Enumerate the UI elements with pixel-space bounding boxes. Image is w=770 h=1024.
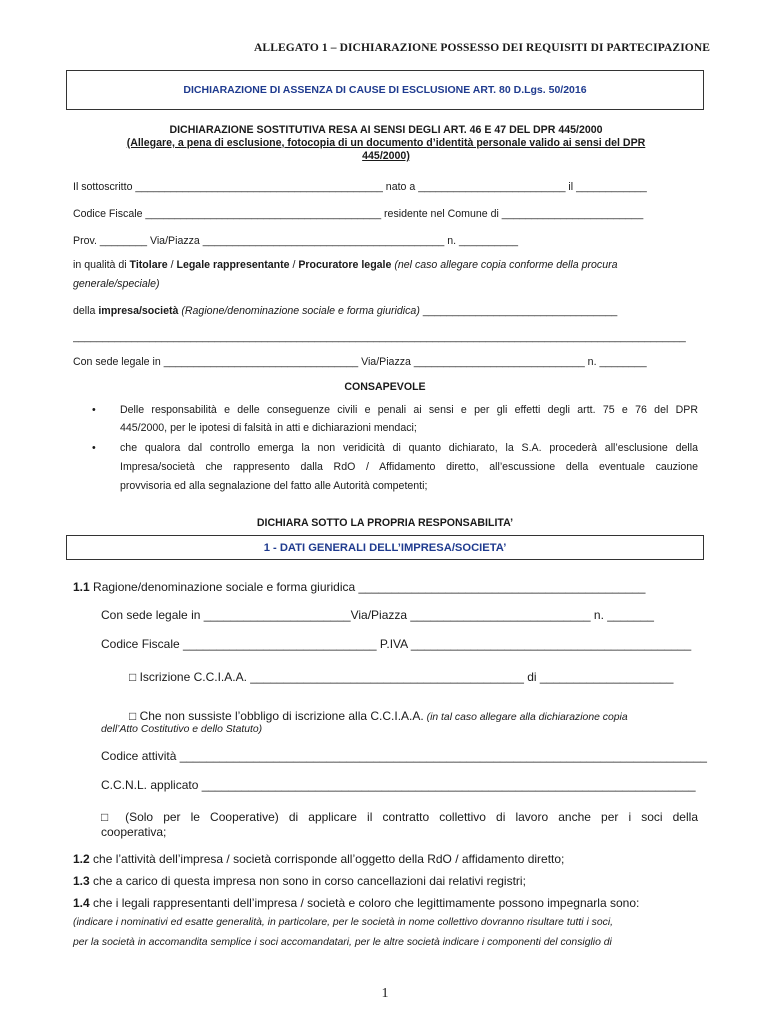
obbligo-checkbox-text[interactable]: □ Che non sussiste l’obbligo di iscrizione alla C.C.I.A.A. <box>129 709 424 723</box>
impresa-prefix: della <box>73 305 99 317</box>
impresa-line[interactable] <box>73 305 617 317</box>
bullet-1-line2: 445/2000, per le ipotesi di falsità in atti e dichiarazioni mendaci; <box>120 422 417 434</box>
s1-sede-line[interactable]: Con sede legale in ______________________Via/Piazza ___________________________ n. _______ <box>101 608 654 622</box>
codice-attivita-line[interactable]: Codice attività _______________________________________________________________________________ <box>101 749 707 763</box>
qualita-note-2: generale/speciale) <box>73 278 160 290</box>
bullet-1-dot: • <box>92 404 96 416</box>
role-sep-1: / <box>167 259 177 271</box>
bullet-1-line1: Delle responsabilità e delle conseguenze civili e penali ai sensi e per gli effetti degli artt. 75 e 76 del DPR <box>120 404 698 416</box>
role-titolare[interactable]: Titolare <box>129 259 168 271</box>
bullet-2-line3: provvisoria ed alla segnalazione del fatto alle Autorità competenti; <box>120 480 428 492</box>
impresa-note: (Ragione/denominazione sociale e forma giuridica) <box>178 305 423 317</box>
declaration-note-line2: 445/2000) <box>362 150 410 162</box>
item-1-3 <box>73 874 526 888</box>
item-1-1-text[interactable]: Ragione/denominazione sociale e forma giuridica ___________________________________________ <box>89 580 646 594</box>
page-number: 1 <box>381 986 389 1001</box>
impresa-label: impresa/società <box>98 305 179 317</box>
section-1-title: 1 - DATI GENERALI DELL’IMPRESA/SOCIETA’ <box>263 541 507 554</box>
prov-line[interactable]: Prov. ________ Via/Piazza _________________________________________ n. __________ <box>73 235 518 247</box>
item-1-3-text: che a carico di questa impresa non sono in corso cancellazioni dai relativi registri; <box>89 874 526 888</box>
bullet-2-line1: che qualora dal controllo emerga la non veridicità di quanto dichiarato, la S.A. procederà all’esclusione della <box>120 442 698 454</box>
dichiara-title: DICHIARA SOTTO LA PROPRIA RESPONSABILITA’ <box>256 517 514 529</box>
role-sep-2: / <box>289 259 299 271</box>
qualita-prefix: in qualità di <box>73 259 130 271</box>
codice-fiscale-line[interactable]: Codice Fiscale ________________________________________ residente nel Comune di ________________________ <box>73 208 644 220</box>
title-box-text: DICHIARAZIONE DI ASSENZA DI CAUSE DI ESCLUSIONE ART. 80 D.Lgs. 50/2016 <box>183 84 587 96</box>
item-1-2-number: 1.2 <box>73 852 90 866</box>
obbligo-note-1: (in tal caso allegare alla dichiarazione copia <box>423 712 628 723</box>
role-legale[interactable]: Legale rappresentante <box>176 259 290 271</box>
title-box <box>66 70 704 110</box>
declaration-note-line1: (Allegare, a pena di esclusione, fotocopia di un documento d’identità personale valido ai sensi del DPR <box>126 137 646 149</box>
coop-line-2: cooperativa; <box>101 825 167 839</box>
bullet-2-line2: Impresa/società che rappresento dalla RdO / Affidamento diretto, all’escussione della eventuale cauzione <box>120 461 698 473</box>
item-1-4-number: 1.4 <box>73 896 90 910</box>
s1-cf-line[interactable]: Codice Fiscale _____________________________ P.IVA __________________________________________ <box>101 637 692 651</box>
declaration-title: DICHIARAZIONE SOSTITUTIVA RESA AI SENSI DEGLI ART. 46 E 47 DEL DPR 445/2000 <box>169 124 603 136</box>
section-1-box <box>66 535 704 560</box>
item-1-2-text: che l’attività dell’impresa / società corrisponde all’oggetto della RdO / affidamento diretto; <box>89 852 565 866</box>
document-header: ALLEGATO 1 – DICHIARAZIONE POSSESSO DEI REQUISITI DI PARTECIPAZIONE <box>254 42 710 54</box>
bullet-2-dot: • <box>92 442 96 454</box>
coop-line-1[interactable]: □ (Solo per le Cooperative) di applicare il contratto collettivo di lavoro anche per i soci della <box>101 810 698 824</box>
item-1-4-note-2: per la società in accomandita semplice i soci accomandatari, per le altre società indicare i componenti del consiglio di <box>73 937 612 948</box>
item-1-1-number: 1.1 <box>73 580 90 594</box>
obbligo-line[interactable] <box>129 709 628 723</box>
item-1-2 <box>73 852 564 866</box>
role-procuratore[interactable]: Procuratore legale <box>298 259 392 271</box>
sede-line[interactable]: Con sede legale in _________________________________ Via/Piazza _____________________________ n. ________ <box>73 356 647 368</box>
item-1-1[interactable] <box>73 580 645 594</box>
ccnl-line[interactable]: C.C.N.L. applicato __________________________________________________________________________ <box>101 778 696 792</box>
qualita-paragraph <box>73 256 703 294</box>
item-1-4-text: che i legali rappresentanti dell’impresa / società e coloro che legittimamente possono impegnarla sono: <box>89 896 640 910</box>
sottoscritto-line[interactable]: Il sottoscritto __________________________________________ nato a _________________________ il ____________ <box>73 181 647 193</box>
declaration-note <box>90 137 682 163</box>
obbligo-note-2: dell’Atto Costitutivo e dello Statuto) <box>101 724 263 735</box>
qualita-note-1: (nel caso allegare copia conforme della procura <box>391 259 618 271</box>
item-1-3-number: 1.3 <box>73 874 90 888</box>
impresa-blank[interactable]: _________________________________ <box>422 305 618 317</box>
consapevole-title: CONSAPEVOLE <box>344 381 426 393</box>
cciaa-line[interactable]: □ Iscrizione C.C.I.A.A. _________________________________________ di ____________________ <box>129 670 674 684</box>
item-1-4 <box>73 896 639 910</box>
item-1-4-note-1: (indicare i nominativi ed esatte generalità, in particolare, per le società in nome collettivo dovranno risultare tutti i soci, <box>73 917 614 928</box>
full-blank-line[interactable]: ________________________________________________________________________________________________________ <box>73 331 686 343</box>
